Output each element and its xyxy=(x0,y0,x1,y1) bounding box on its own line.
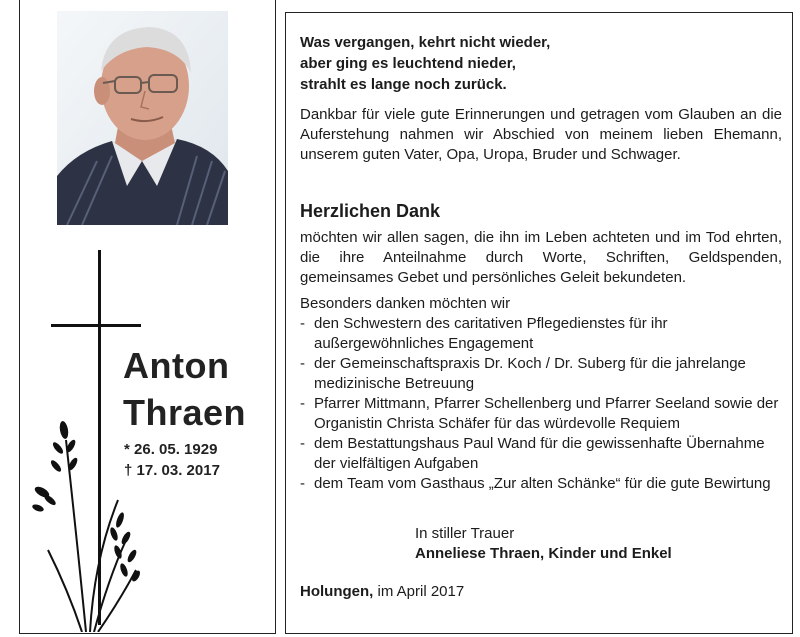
list-item xyxy=(300,394,782,434)
list-item-text: dem Team vom Gasthaus „Zur alten Schänke“ für die gute Bewirtung xyxy=(314,475,771,492)
list-item-text: der Gemeinschaftspraxis Dr. Koch / Dr. Suberg für die jahrelange medizinische Betreuung xyxy=(314,355,746,392)
signoff-family: Anneliese Thraen, Kinder und Enkel xyxy=(415,545,672,562)
thanks-list-intro: Besonders danken möchten wir xyxy=(300,295,511,312)
place-town: Holungen, xyxy=(300,583,374,600)
motto-verse xyxy=(300,32,782,95)
list-dash: - xyxy=(300,475,305,492)
list-item xyxy=(300,434,782,474)
signoff-mourning: In stiller Trauer xyxy=(415,525,515,542)
deceased-first-name: Anton xyxy=(123,345,230,386)
death-date: † 17. 03. 2017 xyxy=(124,462,220,479)
list-item-text: den Schwestern des caritativen Pflegedienstes für ihr außergewöhnliches Engagement xyxy=(314,315,668,352)
list-dash: - xyxy=(300,315,305,332)
farewell-paragraph: Dankbar für viele gute Erinnerungen und getragen vom Glauben an die Auferstehung nahmen wir Abschied von meinem lieben Ehemann, unserem guten Vater, Opa, Uropa, Bruder und Schwager. xyxy=(300,106,782,163)
motto-line: Was vergangen, kehrt nicht wieder, xyxy=(300,34,551,51)
list-item-text: dem Bestattungshaus Paul Wand für die gewissenhafte Übernahme der vielfältigen Aufgaben xyxy=(314,435,765,472)
deceased-last-name: Thraen xyxy=(123,392,247,433)
list-dash: - xyxy=(300,355,305,372)
cross-horizontal-beam xyxy=(51,324,141,327)
motto-line: aber ging es leuchtend nieder, xyxy=(300,55,516,72)
motto-line: strahlt es lange noch zurück. xyxy=(300,76,507,93)
list-dash: - xyxy=(300,435,305,452)
thanks-list xyxy=(300,314,782,494)
portrait-photo xyxy=(57,11,228,225)
list-item xyxy=(300,354,782,394)
wheat-grass-illustration xyxy=(28,400,148,632)
place-and-date xyxy=(300,582,782,602)
list-item xyxy=(300,474,782,494)
list-dash: - xyxy=(300,395,305,412)
thanks-paragraph: möchten wir allen sagen, die ihn im Leben achteten und im Tod ehrten, die ihre Anteilnahme durch Worte, Schriften, Geldspenden, gemeinsames Gebet und persönliches Geleit bekundeten. xyxy=(300,229,782,286)
thanks-heading: Herzlichen Dank xyxy=(300,201,441,221)
birth-date: * 26. 05. 1929 xyxy=(124,441,218,458)
list-item xyxy=(300,314,782,354)
place-date: im April 2017 xyxy=(377,583,465,600)
list-item-text: Pfarrer Mittmann, Pfarrer Schellenberg und Pfarrer Seeland sowie der Organistin Christa Schäfer für das würdevolle Requiem xyxy=(314,395,779,432)
